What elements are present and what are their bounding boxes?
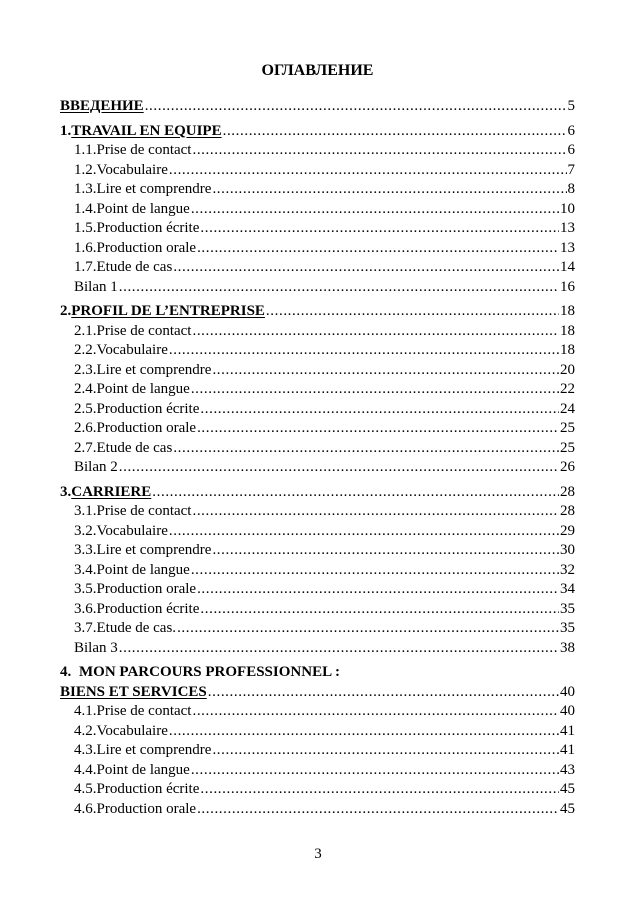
toc-entry-number: 1.6. (74, 239, 97, 256)
dot-leader (192, 141, 566, 161)
toc-entry-label: Etude de cas (96, 439, 173, 456)
dot-leader (197, 580, 559, 600)
toc-subentry[interactable] (60, 800, 575, 820)
toc-entry-page: 6 (567, 142, 575, 158)
toc-subentry[interactable] (60, 239, 575, 259)
toc-entry-page: 40 (560, 703, 575, 719)
toc-entry-number: 1.1. (74, 142, 97, 158)
dot-leader (177, 619, 559, 639)
toc-entry-number: 2.6. (74, 420, 97, 436)
dot-leader (266, 302, 559, 322)
toc-entry-label: Production écrite (96, 781, 200, 797)
toc-entry-number: 1.2. (74, 161, 97, 178)
toc-entry-number: 3.2. (74, 522, 97, 539)
toc-chapter-heading[interactable] (60, 122, 575, 142)
toc-page (60, 60, 575, 819)
toc-subentry[interactable] (60, 702, 575, 722)
dot-leader (191, 761, 559, 781)
dot-leader (173, 439, 559, 459)
toc-bilan-entry[interactable] (60, 278, 575, 298)
toc-entry-label: Prise de contact (96, 142, 192, 158)
toc-entry-number: 2.1. (74, 322, 97, 339)
toc-entry-number: 2.7. (74, 439, 97, 456)
dot-leader (192, 322, 559, 342)
toc-entry-page: 25 (560, 439, 575, 456)
toc-entry-label: Vocabulaire (96, 161, 168, 178)
toc-entry-page: 28 (560, 503, 575, 519)
toc-entry-page: 38 (560, 639, 575, 656)
dot-leader (200, 600, 559, 620)
dot-leader (200, 400, 559, 420)
toc-entry-page: 34 (560, 581, 575, 597)
dot-leader (192, 502, 559, 522)
toc-chapter-heading[interactable] (60, 302, 575, 322)
toc-entry-label: Lire et comprendre (96, 361, 212, 378)
toc-entry-label: Production écrite (96, 600, 200, 617)
dot-leader (191, 380, 559, 400)
toc-entry-label: PROFIL DE L’ENTREPRISE (71, 303, 265, 319)
dot-leader (212, 741, 559, 761)
toc-entry-page: 41 (560, 722, 575, 739)
toc-entry-page: 35 (560, 600, 575, 617)
dot-leader (212, 361, 559, 381)
toc-entry-label: Bilan 2 (74, 459, 118, 475)
toc-entry-number: 4.5. (74, 781, 97, 797)
toc-subentry[interactable] (60, 502, 575, 522)
toc-subentry[interactable] (60, 600, 575, 620)
dot-leader (119, 639, 559, 659)
toc-chapter-heading[interactable] (60, 483, 575, 503)
toc-subentry[interactable] (60, 258, 575, 278)
dot-leader (192, 702, 559, 722)
toc-entry-number: 4.6. (74, 800, 97, 817)
toc-entry-number: 2. (60, 303, 72, 319)
toc-entry-label: Etude de cas (96, 259, 173, 275)
toc-entry-number: 3.3. (74, 542, 97, 558)
toc-entry-number: 3. (60, 483, 72, 500)
toc-entry-label: Prise de contact (96, 703, 192, 719)
dot-leader (173, 258, 559, 278)
dot-leader (119, 458, 559, 478)
toc-chapter-2 (60, 302, 575, 478)
toc-entry-label: Production orale (96, 581, 197, 597)
toc-entry-page: 41 (560, 742, 575, 758)
toc-entry-page: 25 (560, 420, 575, 436)
toc-subentry[interactable] (60, 439, 575, 459)
toc-entry-label: Prise de contact (96, 503, 192, 519)
toc-subentry[interactable] (60, 341, 575, 361)
toc-sections (60, 122, 575, 820)
toc-entry-page: 20 (560, 361, 575, 378)
toc-entry-page: 28 (560, 483, 575, 500)
toc-entry-label-line1: MON PARCOURS PROFESSIONNEL : (79, 664, 340, 680)
toc-entry-label: Point de langue (96, 200, 190, 217)
dot-leader (191, 200, 559, 220)
toc-entry-label: Production orale (96, 239, 197, 256)
toc-subentry[interactable] (60, 619, 575, 639)
toc-entry-label: Point de langue (96, 381, 190, 397)
toc-entry-number: 2.5. (74, 400, 97, 417)
toc-subentry[interactable] (60, 180, 575, 200)
toc-entry-label: TRAVAIL EN EQUIPE (71, 122, 222, 139)
toc-entry-number: 4.2. (74, 722, 97, 739)
toc-subentry[interactable] (60, 522, 575, 542)
toc-subentry[interactable] (60, 741, 575, 761)
toc-entry-page: 14 (560, 259, 575, 275)
toc-entry-number: 4.1. (74, 703, 97, 719)
page-title: ОГЛАВЛЕНИЕ (261, 62, 374, 79)
toc-subentry[interactable] (60, 722, 575, 742)
toc-entry-label: Prise de contact (96, 322, 192, 339)
toc-entry-label: Lire et comprendre (96, 542, 212, 558)
toc-entry-number: 3.7. (74, 620, 97, 636)
dot-leader (191, 561, 559, 581)
dot-leader (200, 780, 559, 800)
toc-chapter-heading-line1[interactable] (60, 663, 575, 683)
toc-entry-number: 1. (60, 122, 72, 139)
toc-subentry[interactable] (60, 419, 575, 439)
toc-entry-number: 2.4. (74, 381, 97, 397)
dot-leader (212, 180, 566, 200)
toc-entry-page: 30 (560, 542, 575, 558)
toc-chapter-4 (60, 663, 575, 819)
toc-entry-number: 2.3. (74, 361, 97, 378)
dot-leader (208, 683, 559, 703)
toc-entry-number: 2.2. (74, 342, 97, 358)
dot-leader (223, 122, 567, 142)
toc-entry-page: 26 (560, 459, 575, 475)
toc-entry-number: 3.5. (74, 581, 97, 597)
dot-leader (197, 239, 559, 259)
toc-entry-page: 10 (560, 200, 575, 217)
toc-entry-label: Vocabulaire (96, 522, 168, 539)
toc-entry-page: 18 (560, 322, 575, 339)
toc-entry-page: 8 (567, 181, 575, 197)
toc-chapter-1 (60, 122, 575, 298)
toc-entry-number: 3.1. (74, 503, 97, 519)
toc-entry-page: 5 (567, 98, 575, 114)
dot-leader (169, 161, 567, 181)
toc-entry-number: 3.4. (74, 561, 97, 578)
toc-subentry[interactable] (60, 380, 575, 400)
dot-leader (169, 522, 559, 542)
toc-entry-label: Bilan 1 (74, 278, 118, 295)
toc-entry-page: 32 (560, 561, 575, 578)
toc-subentry[interactable] (60, 219, 575, 239)
toc-entry-page: 22 (560, 381, 575, 397)
toc-entry-label: Production orale (96, 420, 197, 436)
dot-leader (197, 800, 559, 820)
toc-subentry[interactable] (60, 780, 575, 800)
toc-entry-label: BIENS ET SERVICES (60, 683, 207, 700)
toc-entry-label: Point de langue (96, 561, 190, 578)
toc-entry-page: 45 (560, 781, 575, 797)
toc-entry-page: 16 (560, 278, 575, 295)
toc-entry-label: Etude de cas. (96, 620, 177, 636)
toc-entry-label: Production écrite (96, 400, 200, 417)
toc-entry-page: 18 (560, 303, 575, 319)
toc-chapter-heading-line2[interactable] (60, 683, 575, 703)
toc-entry-label: Lire et comprendre (96, 181, 212, 197)
toc-entry-number: 1.5. (74, 220, 97, 236)
toc-entry-page: 29 (560, 522, 575, 539)
toc-entry-page: 43 (560, 761, 575, 778)
toc-subentry[interactable] (60, 580, 575, 600)
toc-entry-page: 6 (567, 122, 575, 139)
dot-leader (169, 722, 559, 742)
page-number: 3 (314, 846, 322, 862)
toc-entry-label: Production orale (96, 800, 197, 817)
toc-entry-number: 4.4. (74, 761, 97, 778)
toc-entry-number: 4.3. (74, 742, 97, 758)
toc-entry-page: 24 (560, 400, 575, 417)
toc-entry-number: 1.4. (74, 200, 97, 217)
toc-entry-label: Production écrite (96, 220, 200, 236)
toc-entry-number: 1.7. (74, 259, 97, 275)
dot-leader (152, 483, 559, 503)
toc-entry-page: 40 (560, 683, 575, 700)
toc-subentry[interactable] (60, 561, 575, 581)
dot-leader (197, 419, 559, 439)
toc-entry-page: 7 (567, 161, 575, 178)
toc-entry-introduction[interactable] (60, 97, 575, 117)
dot-leader (145, 97, 567, 117)
toc-subentry[interactable] (60, 761, 575, 781)
toc-subentry[interactable] (60, 541, 575, 561)
toc-subentry[interactable] (60, 200, 575, 220)
toc-bilan-entry[interactable] (60, 458, 575, 478)
toc-entry-label: ВВЕДЕНИЕ (60, 98, 144, 114)
toc-entry-label: Point de langue (96, 761, 190, 778)
dot-leader (169, 341, 559, 361)
toc-entry-number: 1.3. (74, 181, 97, 197)
toc-entry-page: 45 (560, 800, 575, 817)
toc-entry-label: Bilan 3 (74, 639, 118, 656)
toc-entry-number: 3.6. (74, 600, 97, 617)
toc-entry-page: 13 (560, 239, 575, 256)
dot-leader (212, 541, 559, 561)
toc-entry-label: Vocabulaire (96, 722, 168, 739)
toc-subentry[interactable] (60, 141, 575, 161)
dot-leader (200, 219, 559, 239)
toc-entry-label: Lire et comprendre (96, 742, 212, 758)
toc-entry-page: 18 (560, 342, 575, 358)
dot-leader (119, 278, 559, 298)
toc-bilan-entry[interactable] (60, 639, 575, 659)
toc-subentry[interactable] (60, 361, 575, 381)
toc-entry-page: 13 (560, 220, 575, 236)
toc-chapter-3 (60, 483, 575, 659)
toc-entry-number: 4. (60, 664, 72, 680)
toc-subentry[interactable] (60, 322, 575, 342)
toc-entry-page: 35 (560, 620, 575, 636)
toc-entry-label: CARRIERE (71, 483, 152, 500)
toc-subentry[interactable] (60, 161, 575, 181)
toc-subentry[interactable] (60, 400, 575, 420)
toc-entry-label: Vocabulaire (96, 342, 168, 358)
